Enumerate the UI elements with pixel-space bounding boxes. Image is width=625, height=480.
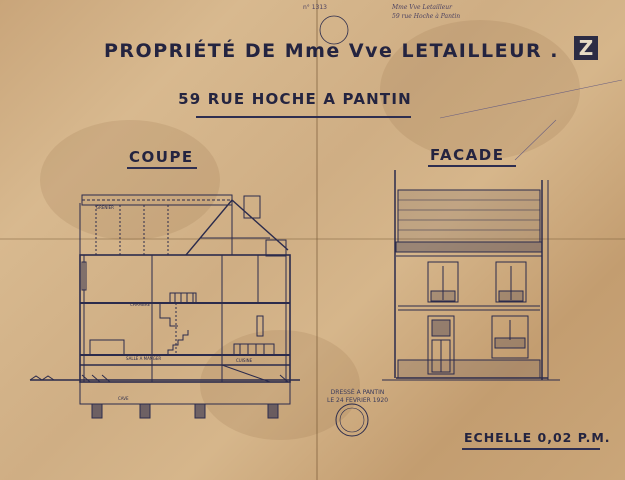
corner-logo: Z: [574, 36, 598, 60]
page-title: PROPRIÉTÉ DE Mme Vve LETAILLEUR .: [104, 40, 559, 62]
room-label: GRENIER: [96, 205, 114, 210]
room-label: SALLE A MANGER: [126, 356, 162, 361]
scale-note: ECHELLE 0,02 P.M.: [464, 430, 611, 445]
drawn-by-place: DRESSÉ A PANTIN: [330, 389, 385, 396]
room-label: CAVE: [118, 396, 129, 401]
room-label: CHAMBRE: [130, 302, 151, 307]
handwritten-note-1: Mme Vve Letailleur: [392, 4, 453, 11]
section-label-facade: FACADE: [430, 146, 505, 164]
archive-number: n° 1313: [303, 4, 327, 11]
scale-underline: [462, 448, 600, 450]
drawn-by-note: [327, 389, 388, 405]
address-line: 59 RUE HOCHE A PANTIN: [178, 90, 412, 108]
room-label: CUISINE: [236, 358, 253, 363]
handwritten-note-2: 59 rue Hoche à Pantin: [392, 13, 461, 20]
drawn-by-date: LE 24 FEVRIER 1920: [327, 397, 389, 404]
section-label-coupe: COUPE: [129, 148, 194, 166]
